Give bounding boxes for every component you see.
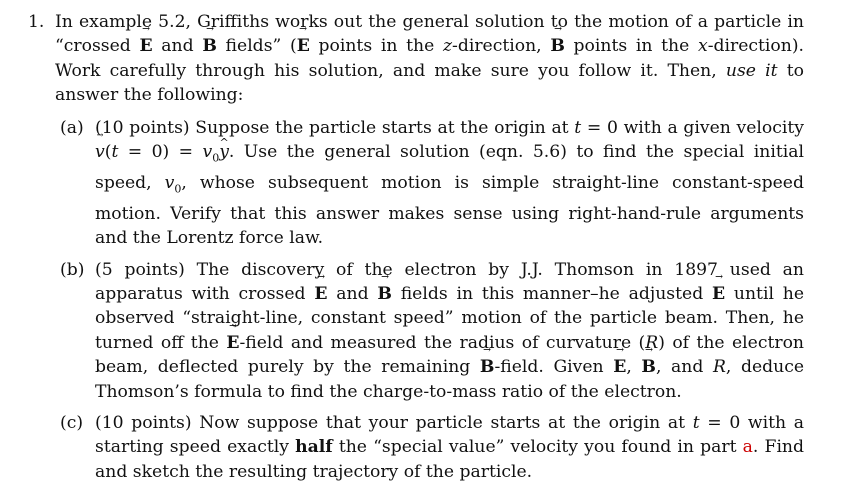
vector-B: B → (550, 34, 565, 58)
part-a (28, 116, 804, 251)
vector-E: E → (712, 282, 725, 306)
part-text: fields in this manner–he adjusted (391, 283, 712, 304)
part-text: (10 points) Suppose the particle starts at the origin at (95, 117, 575, 138)
part-label: (a) (60, 117, 84, 138)
vector-B: B → (202, 34, 217, 58)
vector-E: E → (140, 34, 153, 58)
part-text: , (626, 357, 642, 378)
part-text: , deduce Thomson’s formula to find the charge-to-mass ratio of the electron. (95, 357, 804, 402)
part-a-reference-link[interactable]: a (742, 437, 753, 458)
var-t: t (692, 412, 700, 433)
emphasis-use-it: use it (725, 60, 778, 81)
part-text: = 0 with a given velocity (581, 117, 804, 138)
var-v0: v (202, 142, 213, 163)
var-v0: v (164, 172, 175, 193)
part-text: (5 points) The discovery of the electron by J.J. Thomson in 1897 used an apparatus with crossed (95, 259, 804, 304)
intro-text: -direction, (452, 36, 551, 57)
subscript-0: 0 (174, 182, 182, 196)
part-text: the “special value” velocity you found in part (332, 437, 743, 458)
intro-text: to answer the following: (55, 60, 805, 106)
part-c (28, 411, 804, 484)
var-R: R (712, 357, 726, 378)
part-text: , and (655, 357, 713, 378)
vector-B: B → (377, 282, 392, 306)
problem-number: 1. (28, 12, 45, 32)
vector-E: E → (314, 282, 327, 306)
part-text: ( (104, 142, 112, 163)
part-text: , whose subsequent motion is simple straight-line constant-speed motion. Verify that this answer makes sense using right-hand-rule arguments and the Lorentz force law. (95, 172, 804, 249)
part-text: and (327, 283, 378, 304)
parts-list (28, 116, 804, 485)
problem-1 (28, 10, 804, 491)
problem-statement (28, 10, 804, 108)
vector-E: E → (226, 331, 239, 355)
part-text: . Find and sketch the resulting trajectory of the particle. (95, 437, 805, 482)
part-text: (10 points) Now suppose that your particle starts at the origin at (95, 412, 693, 433)
part-text: -field. Given (494, 357, 614, 378)
part-text: -field and measured the radius of curvature ( (239, 332, 646, 353)
var-x: x (698, 36, 708, 57)
unit-vector-y: y ^ (219, 140, 229, 164)
intro-text: points in the (309, 36, 443, 57)
part-text: ) of the electron beam, deflected purely by the remaining (95, 332, 804, 378)
part-text: . Use the general solution (eqn. 5.6) to find the special initial speed, (95, 142, 804, 193)
part-label: (b) (60, 259, 85, 280)
part-text: = 0) = (118, 142, 203, 163)
vector-E: E → (297, 34, 310, 58)
var-z: z (442, 36, 453, 57)
intro-text: -direction). Work carefully through his solution, and make sure you follow it. Then, (55, 36, 805, 81)
intro-text: In example 5.2, Griffiths works out the general solution to the motion of a particle in “crossed (55, 12, 804, 57)
var-t: t (574, 117, 582, 138)
part-b (28, 258, 804, 404)
emphasis-half: half (295, 437, 333, 458)
vector-B: B → (641, 355, 656, 379)
intro-text: points in the (564, 36, 698, 57)
var-t: t (111, 142, 119, 163)
vector-v: v → (95, 140, 105, 164)
part-text: = 0 with a starting speed exactly (95, 412, 804, 458)
part-text: until he observed “straight-line, constant speed” motion of the particle beam. Then, he turned off the (95, 283, 804, 353)
subscript-0: 0 (212, 151, 220, 165)
var-R: R (645, 332, 659, 353)
intro-text: and (152, 36, 203, 57)
part-label: (c) (60, 412, 84, 433)
vector-E: E → (613, 355, 626, 379)
vector-B: B → (480, 355, 495, 379)
intro-text: fields” ( (216, 36, 297, 57)
